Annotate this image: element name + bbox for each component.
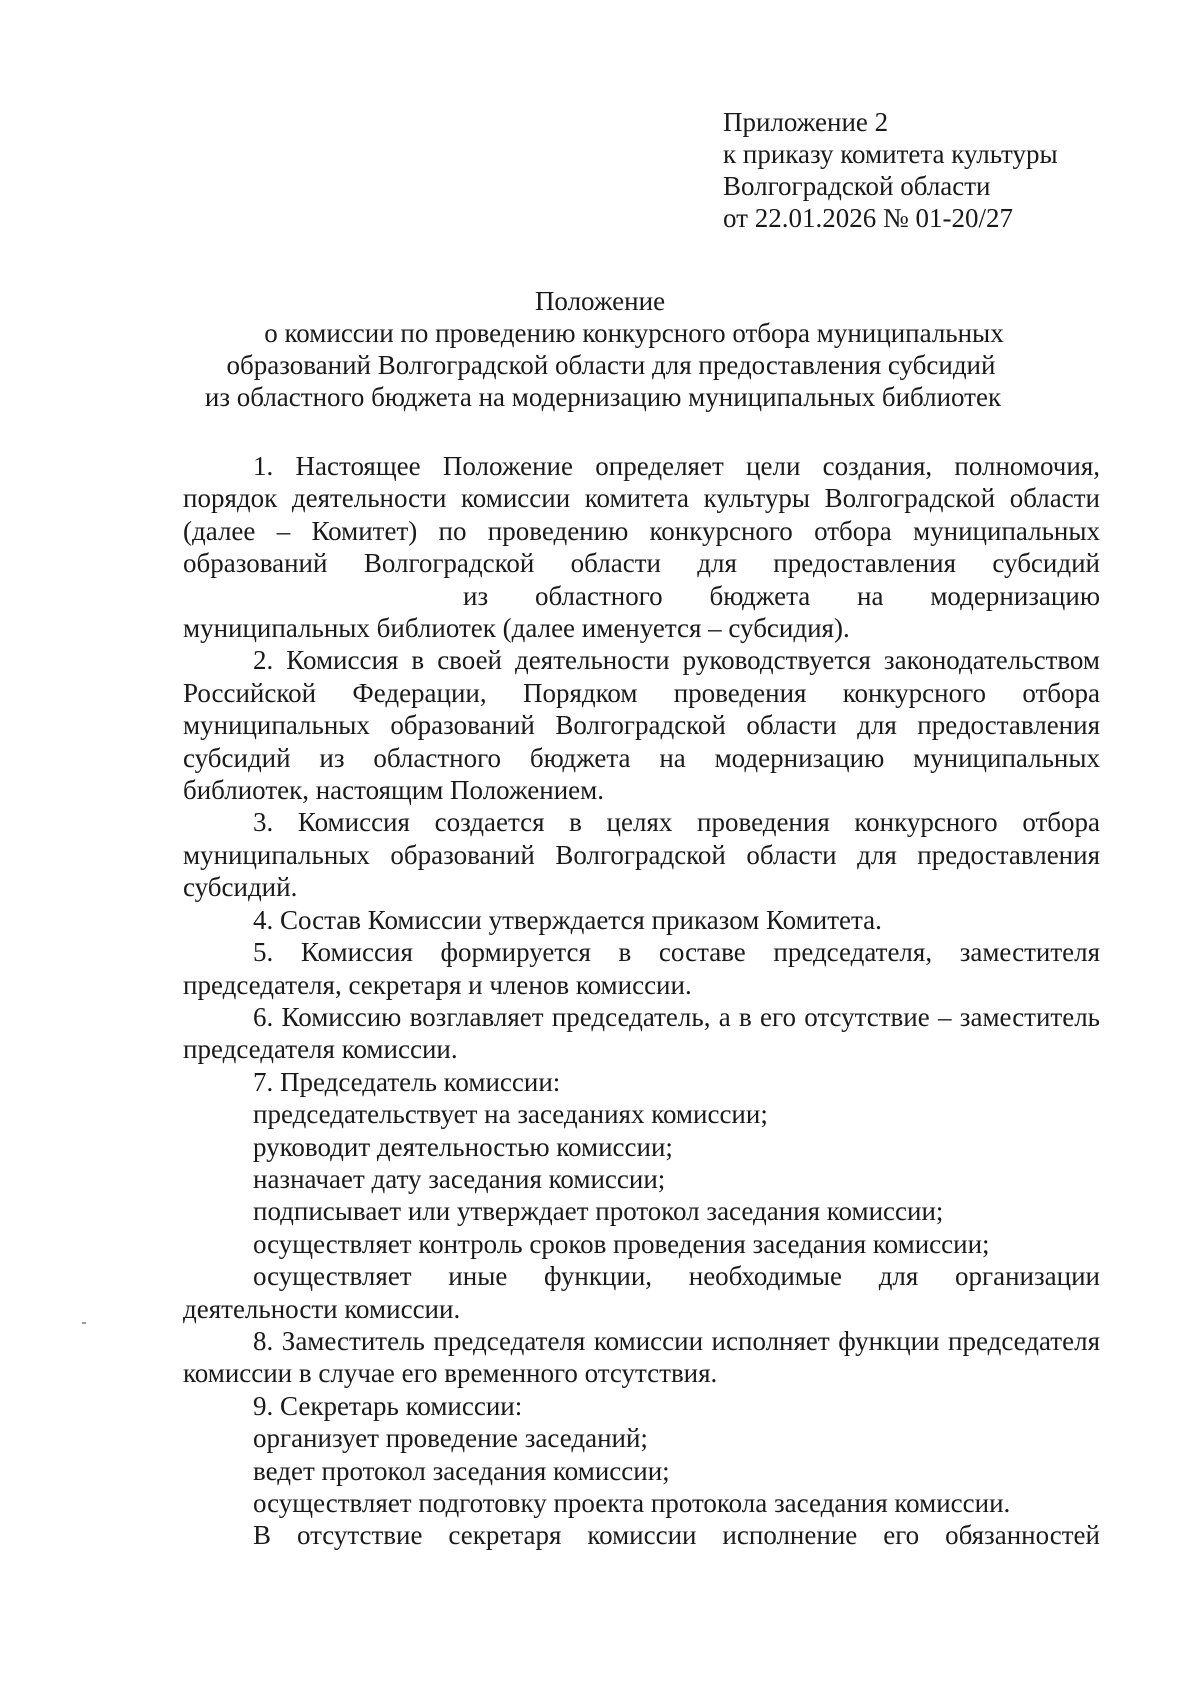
list-item: осуществляет иные функции, необходимые для организации деятельности комиссии. <box>183 1261 1100 1324</box>
title-line: о комиссии по проведению конкурсного отбора муниципальных <box>264 318 1004 348</box>
document-body <box>183 450 1100 1552</box>
list-item: руководит деятельностью комиссии; <box>253 1131 673 1162</box>
paragraph-6: 6. Комиссию возглавляет председатель, а в его отсутствие – заместитель председателя комиссии. <box>183 1001 1100 1065</box>
paragraph-4: 4. Состав Комиссии утверждается приказом Комитета. <box>253 904 882 935</box>
list-item: осуществляет контроль сроков проведения заседания комиссии; <box>253 1228 990 1259</box>
list-item: подписывает или утверждает протокол заседания комиссии; <box>253 1196 944 1227</box>
paragraph-2: 2. Комиссия в своей деятельности руководствуется законодательством Российской Федерации, Порядком проведения конкурсного отбора муниципальных образований Волгоградской области для предоставления субсидий из областного бюджета на модернизацию муниципальных библиотек, настоящим Положением. <box>183 645 1100 806</box>
appendix-line: к приказу комитета культуры <box>723 139 1058 169</box>
paragraph-5: 5. Комиссия формируется в составе председателя, заместителя председателя, секретаря и членов комиссии. <box>183 937 1100 1000</box>
appendix-date-number: от 22.01.2026 № 01-20/27 <box>723 203 1013 233</box>
paragraph-7-head: 7. Председатель комиссии: <box>253 1066 561 1097</box>
paragraph-10: В отсутствие секретаря комиссии исполнение его обязанностей <box>253 1520 1100 1551</box>
list-item: осуществляет подготовку проекта протокола заседания комиссии. <box>253 1488 1011 1518</box>
appendix-block <box>723 106 1163 234</box>
appendix-line: Волгоградской области <box>723 171 991 201</box>
title-line: из областного бюджета на модернизацию муниципальных библиотек <box>204 382 1002 412</box>
paragraph-1 <box>183 450 1100 644</box>
paragraph-3: 3. Комиссия создается в целях проведения конкурсного отбора муниципальных образований Волгоградской области для предоставления субсидий. <box>183 807 1100 903</box>
title-line: образований Волгоградской области для предоставления субсидий <box>226 350 996 380</box>
list-item: организует проведение заседаний; <box>253 1423 648 1454</box>
paragraph-8: 8. Заместитель председателя комиссии исполняет функции председателя комиссии в случае его временного отсутствия. <box>183 1325 1100 1389</box>
list-item: председательствует на заседаниях комиссии; <box>253 1099 768 1130</box>
document-title <box>0 285 1200 413</box>
paragraph-1-text-cont: из областного бюджета на модернизацию муниципальных библиотек (далее именуется – субсидия). <box>183 580 1100 644</box>
list-item: назначает дату заседания комиссии; <box>253 1163 666 1194</box>
appendix-line: Приложение 2 <box>723 107 889 137</box>
title-heading: Положение <box>534 286 666 316</box>
list-item: ведет протокол заседания комиссии; <box>253 1455 670 1486</box>
paragraph-1-text: 1. Настоящее Положение определяет цели создания, полномочия, порядок деятельности комиссии комитета культуры Волгоградской области (далее – Комитет) по проведению конкурсного отбора муниципальных образований Волгоградской области для предоставления субсидий <box>183 451 1100 579</box>
scan-mark <box>82 1322 86 1324</box>
paragraph-9-head: 9. Секретарь комиссии: <box>253 1390 523 1421</box>
